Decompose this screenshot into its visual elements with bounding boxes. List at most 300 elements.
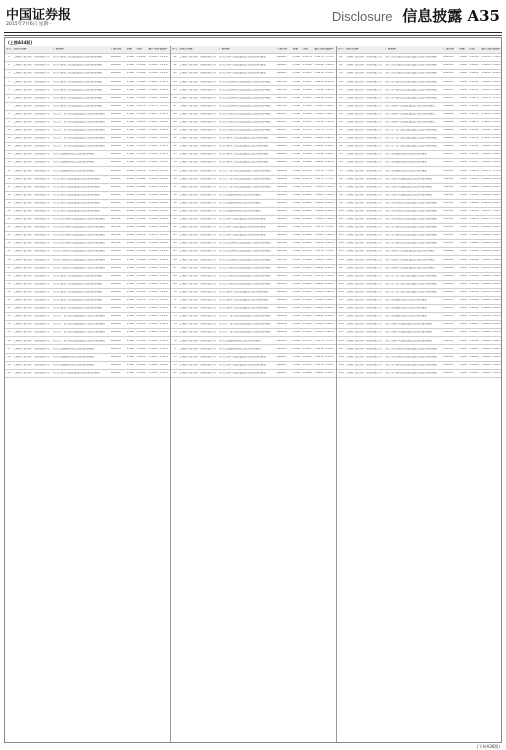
row-number: 76 <box>173 339 177 342</box>
table-row <box>5 224 170 232</box>
product-code: 000619 <box>443 129 454 132</box>
net-value: 1.0160 <box>302 323 312 326</box>
row-number: 45 <box>173 88 177 91</box>
return-rate: 1.30% <box>325 363 334 366</box>
net-value: 1.0550 <box>136 371 146 374</box>
net-value: 1.0360 <box>469 274 479 277</box>
manager-name: 上海东方证券资产管理有限公司 <box>345 137 382 140</box>
share-value: 1.000 <box>292 72 301 75</box>
product-name: 东方红中国优势灵活配置混合型证券投资基金 <box>385 96 438 99</box>
manager-name: 上海东方证券资产管理有限公司 <box>179 274 216 277</box>
product-name: 东方红新动力灵活配置混合型证券投资基金 <box>53 299 103 302</box>
product-name: 东方红睿丰灵活配置混合型证券投资基金 <box>385 185 433 188</box>
cumulative-net-value: 1.0440 <box>314 266 324 269</box>
table-row <box>337 167 502 175</box>
share-value: 1.000 <box>459 210 467 213</box>
row-number: 120 <box>338 371 344 374</box>
cumulative-net-value: 1.0320 <box>148 290 158 293</box>
row-number: 74 <box>173 323 177 326</box>
return-rate: 4.90% <box>325 315 334 318</box>
share-value: 1.000 <box>126 371 135 374</box>
share-value: 1.000 <box>459 299 467 302</box>
product-code: 001405 <box>276 282 287 285</box>
share-value: 1.000 <box>292 218 301 221</box>
return-rate: 5.50% <box>159 371 168 374</box>
table-row <box>337 111 502 119</box>
table-row <box>337 208 502 216</box>
cumulative-net-value: 1.0150 <box>481 266 491 269</box>
product-code: 169101 <box>110 210 121 213</box>
manager-name: 上海东方证券资产管理有限公司 <box>13 80 50 83</box>
cumulative-net-value: 1.0500 <box>481 226 491 229</box>
cumulative-net-value: 1.0420 <box>148 120 158 123</box>
cumulative-net-value: 1.0160 <box>481 363 491 366</box>
product-name: 东方红领先精选灵活配置混合型证券投资基金 <box>219 96 271 99</box>
product-name: 东方红产业升级灵活配置混合型证券投资基金 <box>53 339 105 342</box>
share-value: 1.000 <box>459 234 467 237</box>
manager-name: 上海东方证券资产管理有限公司 <box>345 315 382 318</box>
manager-name: 上海东方证券资产管理有限公司 <box>345 56 382 59</box>
net-value: 1.0410 <box>136 315 146 318</box>
return-rate: 2.00% <box>492 64 501 67</box>
net-value: 1.0380 <box>302 299 312 302</box>
cumulative-net-value: 1.0220 <box>314 137 324 140</box>
manager-name: 上海东方证券资产管理有限公司 <box>179 250 216 253</box>
table-row <box>5 184 170 192</box>
manager-name: 上海东方证券资产管理有限公司 <box>179 145 216 148</box>
net-value: 1.0490 <box>469 355 479 358</box>
product-code: 169101 <box>276 56 287 59</box>
table-row <box>171 370 336 378</box>
table-row <box>171 362 336 370</box>
net-value: 1.0440 <box>469 307 479 310</box>
row-number: 26 <box>7 258 11 261</box>
product-code: 000480 <box>110 274 121 277</box>
product-code: 001203 <box>110 363 121 366</box>
table-row <box>337 232 502 240</box>
row-number: 8 <box>8 112 10 115</box>
net-value: 1.0510 <box>136 210 146 213</box>
table-row <box>171 127 336 135</box>
column-header-return-rate: 收益率 <box>492 48 501 51</box>
row-number: 90 <box>339 129 343 132</box>
table-row <box>337 370 502 378</box>
net-value: 1.0360 <box>136 193 146 196</box>
row-number: 6 <box>8 96 10 99</box>
product-code: 000480 <box>276 145 287 148</box>
net-value: 1.0420 <box>136 120 146 123</box>
return-rate: 1.60% <box>159 282 168 285</box>
newspaper-brand: 中国证券报 <box>6 8 72 23</box>
product-name: 东方红睿丰灵活配置混合型证券投资基金 <box>53 201 100 204</box>
product-name: 东方红中国优势灵活配置混合型证券投资基金 <box>219 266 271 269</box>
product-name: 东方红中国优势灵活配置混合型证券投资基金 <box>219 129 271 132</box>
row-number: 1 <box>8 56 10 59</box>
share-value: 1.000 <box>459 307 467 310</box>
product-code: 001112 <box>276 104 287 107</box>
table-row <box>5 159 170 167</box>
manager-name: 上海东方证券资产管理有限公司 <box>345 290 382 293</box>
row-number: 40 <box>7 371 11 374</box>
cumulative-net-value: 1.0380 <box>314 299 324 302</box>
manager-name: 上海东方证券资产管理有限公司 <box>345 307 382 310</box>
net-value: 1.0600 <box>469 323 479 326</box>
return-rate: 2.90% <box>492 80 501 83</box>
product-code: 001203 <box>276 201 287 204</box>
row-number: 35 <box>7 331 11 334</box>
product-code: 001405 <box>443 80 454 83</box>
row-number: 110 <box>338 290 344 293</box>
product-code: 001203 <box>110 347 121 350</box>
cumulative-net-value: 1.0320 <box>481 371 491 374</box>
return-rate: 4.60% <box>159 88 168 91</box>
cumulative-net-value: 1.0330 <box>148 153 158 156</box>
table-row <box>337 62 502 70</box>
cumulative-net-value: 1.0470 <box>148 169 158 172</box>
cumulative-net-value: 1.0570 <box>314 339 324 342</box>
return-rate: 6.00% <box>492 323 501 326</box>
return-rate: 2.80% <box>492 250 501 253</box>
table-row <box>337 176 502 184</box>
product-code: 000619 <box>276 185 287 188</box>
manager-name: 上海东方证券资产管理有限公司 <box>179 193 216 196</box>
table-row <box>171 248 336 256</box>
row-number: 114 <box>338 323 344 326</box>
return-rate: 3.30% <box>325 169 334 172</box>
net-value: 1.0640 <box>302 161 312 164</box>
cumulative-net-value: 1.0550 <box>481 88 491 91</box>
row-number: 64 <box>173 242 177 245</box>
product-code: 001203 <box>110 153 121 156</box>
net-value: 1.0150 <box>469 266 479 269</box>
return-rate: 2.70% <box>325 177 334 180</box>
cumulative-net-value: 1.0320 <box>314 331 324 334</box>
cumulative-net-value: 1.0440 <box>148 226 158 229</box>
row-number: 34 <box>7 323 11 326</box>
net-value: 1.0250 <box>302 72 312 75</box>
manager-name: 上海东方证券资产管理有限公司 <box>345 201 382 204</box>
page-continuation-footer: (下转A36版) <box>477 744 500 749</box>
net-value: 1.0430 <box>469 137 479 140</box>
product-code: 001203 <box>276 210 287 213</box>
net-value: 1.0170 <box>302 56 312 59</box>
row-number: 69 <box>173 282 177 285</box>
table-row <box>337 119 502 127</box>
table-row <box>171 313 336 321</box>
table-row <box>5 289 170 297</box>
product-name: 东方红新动力灵活配置混合型证券投资基金 <box>219 145 269 148</box>
manager-name: 上海东方证券资产管理有限公司 <box>13 72 50 75</box>
cumulative-net-value: 1.0490 <box>148 274 158 277</box>
row-number: 38 <box>7 355 11 358</box>
table-row <box>5 248 170 256</box>
cumulative-net-value: 1.0370 <box>148 104 158 107</box>
return-rate: 6.10% <box>492 120 501 123</box>
product-code: 001112 <box>276 88 287 91</box>
net-value: 1.0300 <box>302 104 312 107</box>
share-value: 1.000 <box>126 299 135 302</box>
product-code: 001405 <box>443 234 454 237</box>
cumulative-net-value: 1.0590 <box>148 242 158 245</box>
table-row <box>5 208 170 216</box>
return-rate: 6.10% <box>325 80 334 83</box>
manager-name: 上海东方证券资产管理有限公司 <box>179 201 216 204</box>
product-name: 东方红睿丰灵活配置混合型证券投资基金 <box>219 64 266 67</box>
return-rate: 2.50% <box>492 112 501 115</box>
product-name: 东方红新动力灵活配置混合型证券投资基金 <box>385 112 435 115</box>
net-value: 1.0240 <box>302 242 312 245</box>
table-row <box>337 95 502 103</box>
table-row <box>5 256 170 264</box>
net-value: 1.0620 <box>136 185 146 188</box>
return-rate: 3.70% <box>325 129 334 132</box>
row-number: 14 <box>7 161 11 164</box>
product-code: 001405 <box>443 226 454 229</box>
table-row <box>5 297 170 305</box>
product-code: 001405 <box>110 266 121 269</box>
table-column-1 <box>5 46 171 742</box>
net-value: 1.0160 <box>136 282 146 285</box>
net-value: 1.0520 <box>136 64 146 67</box>
net-value: 1.0220 <box>302 137 312 140</box>
return-rate: 1.50% <box>492 266 501 269</box>
product-name: 东方红中国优势灵活配置混合型证券投资基金 <box>385 234 438 237</box>
return-rate: 5.50% <box>492 88 501 91</box>
product-name: 东方红领先精选灵活配置混合型证券投资基金 <box>53 234 105 237</box>
return-rate: 5.00% <box>492 226 501 229</box>
product-code: 000619 <box>443 290 454 293</box>
table-row <box>5 305 170 313</box>
row-number: 99 <box>339 201 343 204</box>
product-name: 东方红产业升级灵活配置混合型证券投资基金 <box>385 274 438 277</box>
issue-date: 2015年7月6日 星期一 <box>6 22 53 27</box>
row-number: 116 <box>338 339 344 342</box>
masthead <box>4 3 502 31</box>
return-rate: 4.10% <box>159 315 168 318</box>
manager-name: 上海东方证券资产管理有限公司 <box>13 185 50 188</box>
manager-name: 上海东方证券资产管理有限公司 <box>345 234 382 237</box>
share-value: 1.000 <box>126 64 135 67</box>
cumulative-net-value: 1.0490 <box>314 315 324 318</box>
return-rate: 6.40% <box>492 201 501 204</box>
net-value: 1.0130 <box>302 363 312 366</box>
column-header-manager-name: 管理人名称 <box>345 48 359 51</box>
manager-name: 上海东方证券资产管理有限公司 <box>179 161 216 164</box>
net-value: 1.0460 <box>136 88 146 91</box>
table-row <box>171 232 336 240</box>
product-name: 东方红稳健精选混合型证券投资基金 <box>53 363 95 366</box>
net-value: 1.0150 <box>302 226 312 229</box>
product-code: 001405 <box>276 129 287 132</box>
manager-name: 上海东方证券资产管理有限公司 <box>345 177 382 180</box>
row-number: 50 <box>173 129 177 132</box>
share-value: 1.000 <box>292 80 301 83</box>
product-name: 东方红新动力灵活配置混合型证券投资基金 <box>385 266 435 269</box>
cumulative-net-value: 1.0250 <box>481 112 491 115</box>
row-number: 31 <box>7 299 11 302</box>
share-value: 1.000 <box>459 72 467 75</box>
cumulative-net-value: 1.0460 <box>148 88 158 91</box>
row-number: 65 <box>173 250 177 253</box>
cumulative-net-value: 1.0450 <box>148 355 158 358</box>
net-value: 1.0640 <box>469 201 479 204</box>
net-value: 1.0130 <box>136 323 146 326</box>
share-value: 1.000 <box>292 226 301 229</box>
manager-name: 上海东方证券资产管理有限公司 <box>345 210 382 213</box>
product-name: 东方红稳健精选混合型证券投资基金 <box>219 339 261 342</box>
table-row <box>337 305 502 313</box>
product-code: 000619 <box>110 145 121 148</box>
share-value: 1.000 <box>126 153 135 156</box>
table-row <box>337 297 502 305</box>
row-number: 78 <box>173 355 177 358</box>
product-name: 东方红中国优势灵活配置混合型证券投资基金 <box>53 266 105 269</box>
row-number: 81 <box>339 56 343 59</box>
return-rate: 2.50% <box>325 72 334 75</box>
return-rate: 0.90% <box>159 177 168 180</box>
row-number: 3 <box>8 72 10 75</box>
share-value: 1.000 <box>292 323 301 326</box>
cumulative-net-value: 1.0610 <box>314 80 324 83</box>
table-row <box>5 176 170 184</box>
manager-name: 上海东方证券资产管理有限公司 <box>13 88 50 91</box>
table-row <box>171 329 336 337</box>
cumulative-net-value: 1.0600 <box>314 282 324 285</box>
product-code: 169101 <box>443 193 454 196</box>
manager-name: 上海东方证券资产管理有限公司 <box>345 96 382 99</box>
product-code: 000619 <box>443 282 454 285</box>
cumulative-net-value: 1.0410 <box>148 315 158 318</box>
manager-name: 上海东方证券资产管理有限公司 <box>345 72 382 75</box>
table-row <box>337 362 502 370</box>
return-rate: 1.70% <box>325 56 334 59</box>
row-number: 100 <box>338 210 344 213</box>
cumulative-net-value: 1.0620 <box>148 185 158 188</box>
table-row <box>171 62 336 70</box>
table-row <box>171 143 336 151</box>
row-number: 119 <box>338 363 344 366</box>
share-value: 1.000 <box>292 307 301 310</box>
table-row <box>171 273 336 281</box>
table-header-row <box>5 46 170 54</box>
product-code: 169101 <box>443 323 454 326</box>
share-value: 1.000 <box>126 88 135 91</box>
net-value: 1.0590 <box>136 242 146 245</box>
product-name: 东方红产业升级灵活配置混合型证券投资基金 <box>53 323 105 326</box>
table-row <box>171 192 336 200</box>
product-name: 东方红新动力灵活配置混合型证券投资基金 <box>53 80 103 83</box>
table-row <box>337 78 502 86</box>
table-row <box>171 119 336 127</box>
table-row <box>5 232 170 240</box>
row-number: 101 <box>338 218 344 221</box>
cumulative-net-value: 1.0490 <box>481 355 491 358</box>
table-row <box>5 135 170 143</box>
product-name: 东方红中国优势灵活配置混合型证券投资基金 <box>385 226 438 229</box>
share-value: 1.000 <box>292 120 301 123</box>
section-title-en: Disclosure <box>331 9 393 24</box>
row-number: 112 <box>338 307 344 310</box>
return-rate: 1.50% <box>159 145 168 148</box>
manager-name: 上海东方证券资产管理有限公司 <box>345 64 382 67</box>
cumulative-net-value: 1.0130 <box>148 323 158 326</box>
share-value: 1.000 <box>126 250 135 253</box>
net-value: 1.0100 <box>469 234 479 237</box>
share-value: 1.000 <box>292 258 301 261</box>
manager-name: 上海东方证券资产管理有限公司 <box>179 96 216 99</box>
table-row <box>171 135 336 143</box>
product-code: 001405 <box>276 120 287 123</box>
cumulative-net-value: 1.0100 <box>481 234 491 237</box>
manager-name: 上海东方证券资产管理有限公司 <box>345 274 382 277</box>
cumulative-net-value: 1.0640 <box>314 161 324 164</box>
manager-name: 上海东方证券资产管理有限公司 <box>345 282 382 285</box>
return-rate: 3.70% <box>159 104 168 107</box>
share-value: 1.000 <box>126 347 135 350</box>
manager-name: 上海东方证券资产管理有限公司 <box>345 331 382 334</box>
net-value: 1.0270 <box>302 177 312 180</box>
table-row <box>337 329 502 337</box>
net-value: 1.0370 <box>136 104 146 107</box>
cumulative-net-value: 1.0240 <box>148 201 158 204</box>
table-row <box>337 86 502 94</box>
net-value: 1.0250 <box>469 112 479 115</box>
row-number: 9 <box>8 120 10 123</box>
manager-name: 上海东方证券资产管理有限公司 <box>345 258 382 261</box>
row-number: 58 <box>173 193 177 196</box>
product-code: 000480 <box>276 307 287 310</box>
table-row <box>337 273 502 281</box>
table-row <box>5 111 170 119</box>
cumulative-net-value: 1.0310 <box>481 315 491 318</box>
product-name: 东方红领先精选灵活配置混合型证券投资基金 <box>53 218 105 221</box>
return-rate: 1.00% <box>492 234 501 237</box>
share-value: 1.000 <box>126 169 135 172</box>
share-value: 1.000 <box>459 250 467 253</box>
cumulative-net-value: 1.0430 <box>481 137 491 140</box>
share-value: 1.000 <box>292 234 301 237</box>
row-number: 108 <box>338 274 344 277</box>
return-rate: 2.90% <box>159 363 168 366</box>
return-rate: 4.90% <box>492 355 501 358</box>
net-value: 1.0310 <box>469 315 479 318</box>
net-value: 1.0410 <box>302 355 312 358</box>
row-number: 60 <box>173 210 177 213</box>
manager-name: 上海东方证券资产管理有限公司 <box>345 339 382 342</box>
cumulative-net-value: 1.0280 <box>481 250 491 253</box>
row-number: 19 <box>7 201 11 204</box>
share-value: 1.000 <box>459 129 467 132</box>
net-value: 1.0310 <box>302 274 312 277</box>
manager-name: 上海东方证券资产管理有限公司 <box>179 185 216 188</box>
table-column-2 <box>171 46 337 742</box>
return-rate: 3.90% <box>492 104 501 107</box>
product-code: 169101 <box>443 177 454 180</box>
product-name: 东方红领先精选灵活配置混合型证券投资基金 <box>219 250 271 253</box>
return-rate: 5.30% <box>325 250 334 253</box>
manager-name: 上海东方证券资产管理有限公司 <box>345 250 382 253</box>
row-number: 102 <box>338 226 344 229</box>
cumulative-net-value: 1.0310 <box>148 72 158 75</box>
share-value: 1.000 <box>292 145 301 148</box>
manager-name: 上海东方证券资产管理有限公司 <box>345 80 382 83</box>
product-code: 000480 <box>276 161 287 164</box>
share-value: 1.000 <box>292 315 301 318</box>
product-name: 东方红新动力灵活配置混合型证券投资基金 <box>219 153 269 156</box>
product-code: 001405 <box>443 96 454 99</box>
product-code: 000619 <box>110 129 121 132</box>
share-value: 1.000 <box>459 104 467 107</box>
